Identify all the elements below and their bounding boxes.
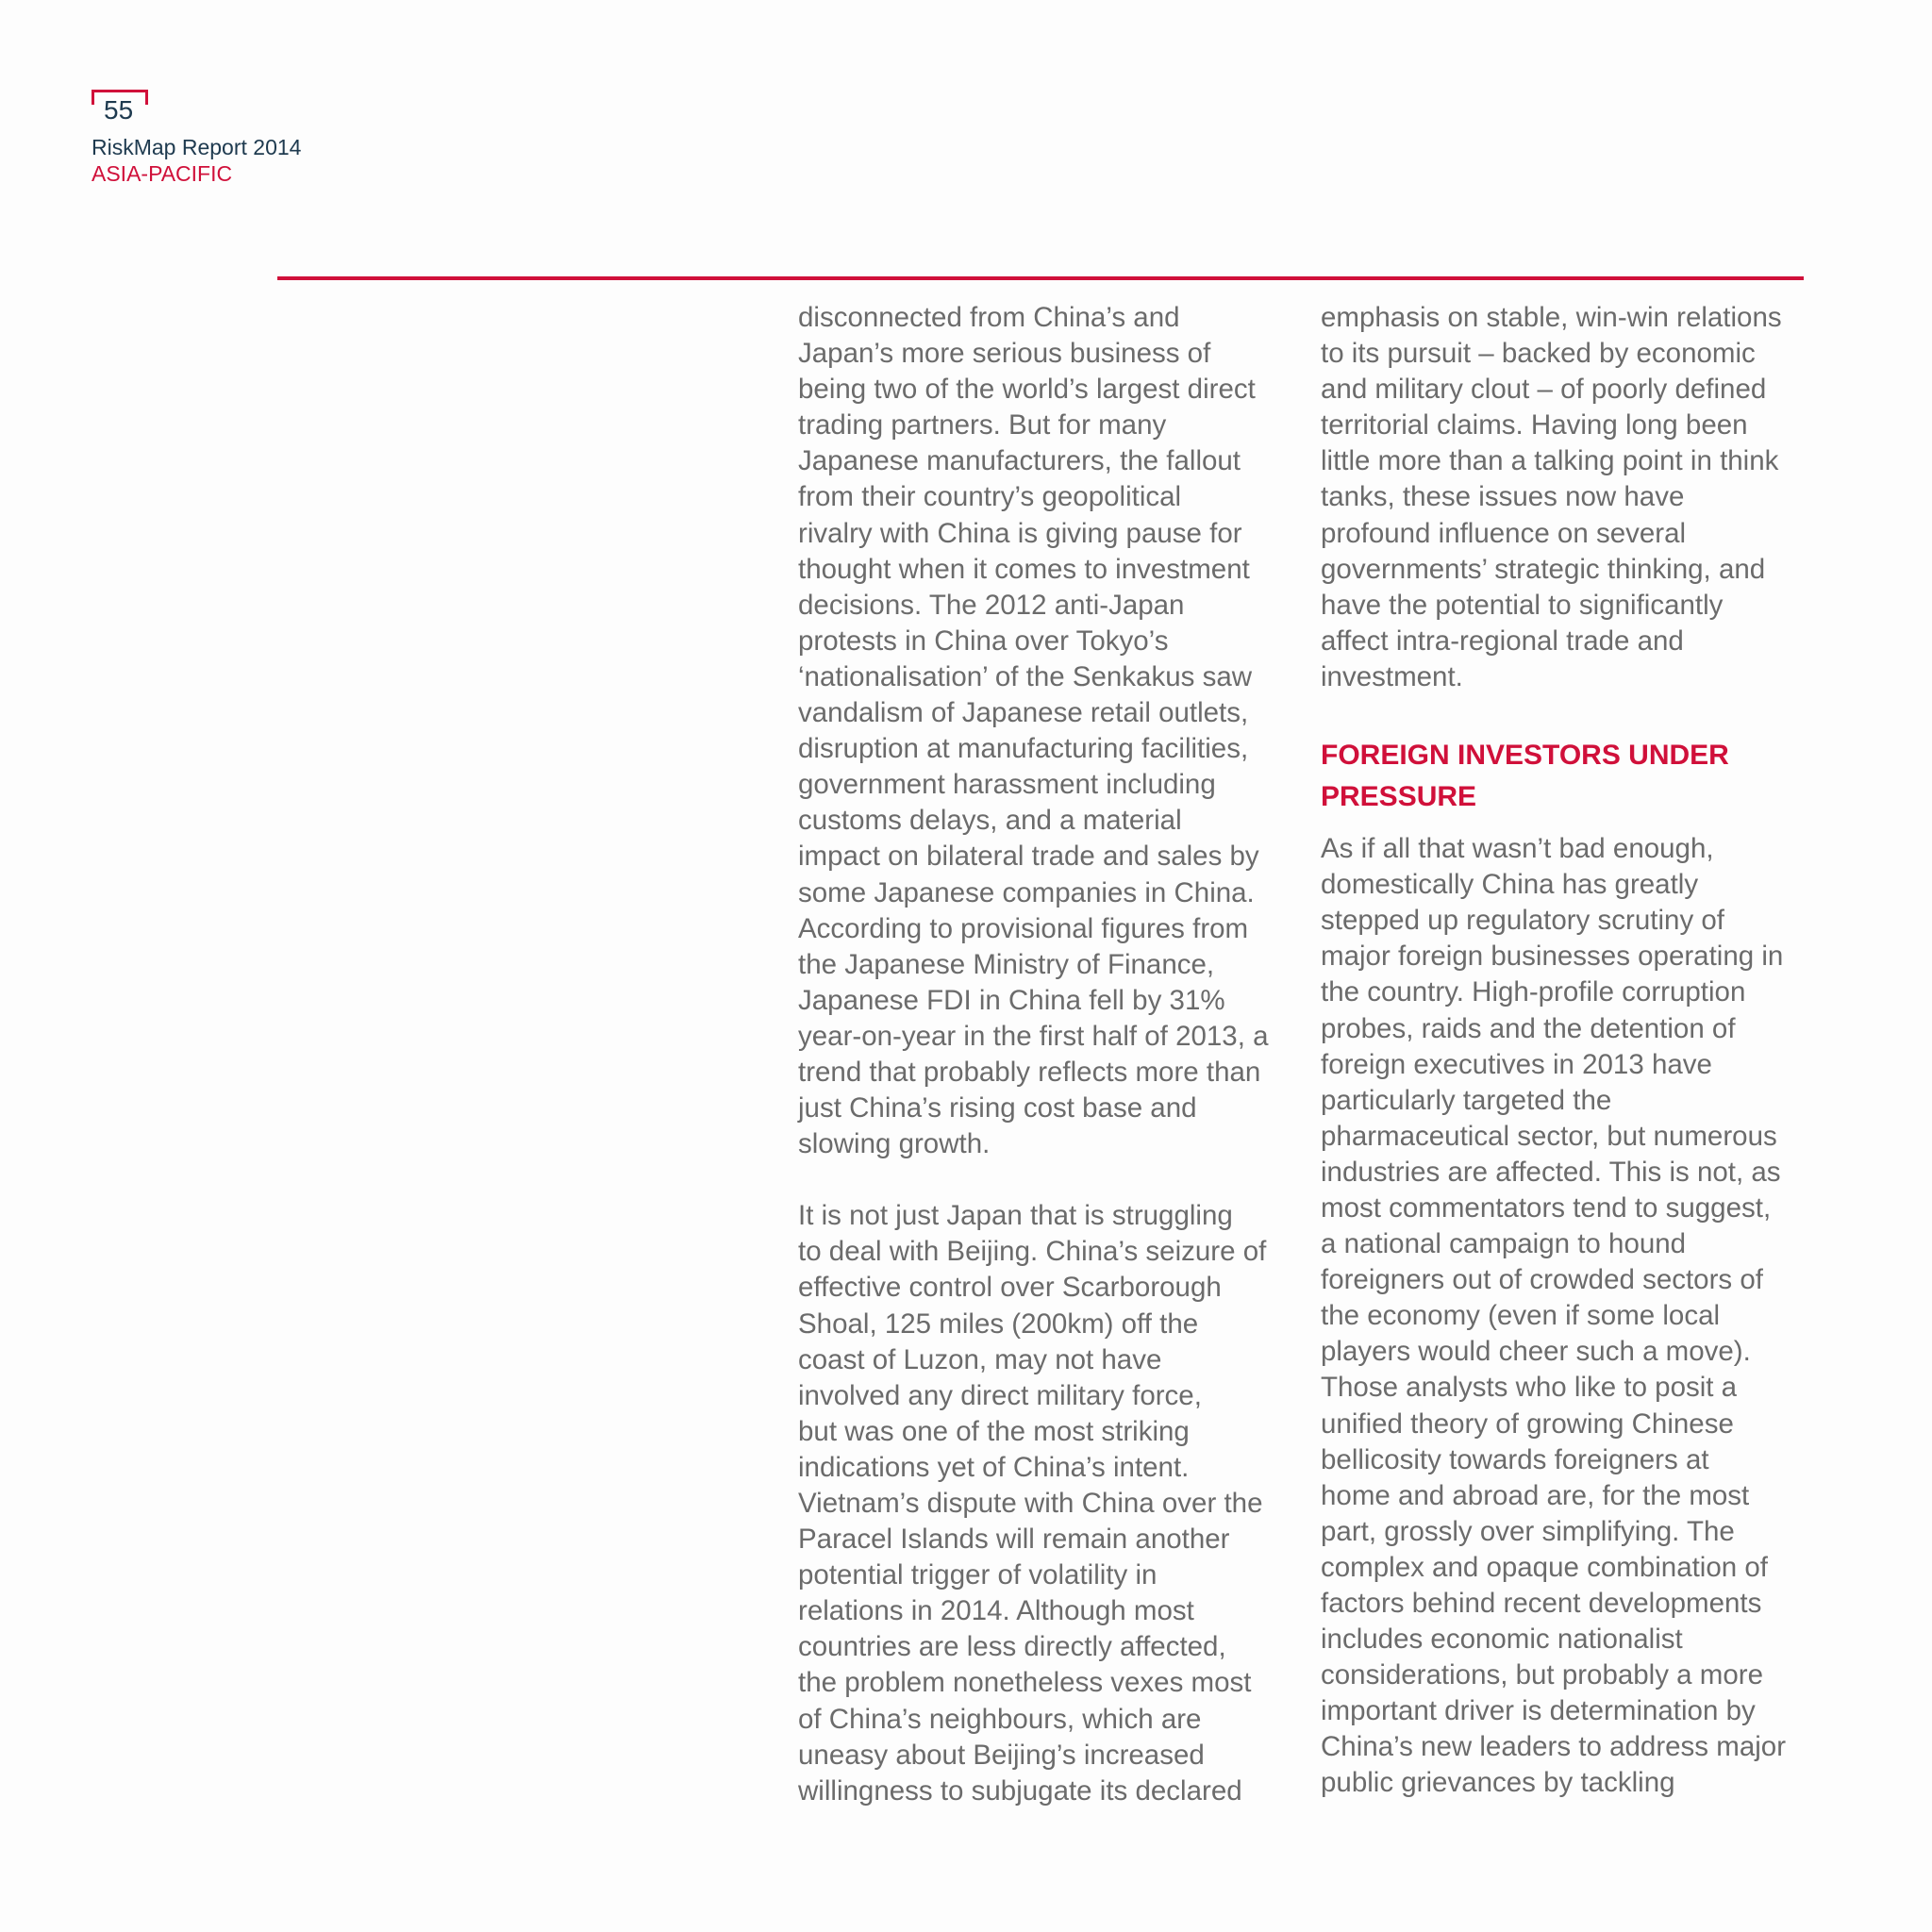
left-text-column xyxy=(798,300,1289,1809)
left-paragraph-1: disconnected from China’s and Japan’s more serious business of being two of the world’s largest direct trading partners. But for many Japanese manufacturers, the fallout from their country’s geopolitical rivalry with China is giving pause for thought when it comes to investment decisions. The 2012 anti-Japan protests in China over Tokyo’s ‘nationalisation’ of the Senkakus saw vandalism of Japanese retail outlets, disruption at manufacturing facilities, government harassment including customs delays, and a material impact on bilateral trade and sales by some Japanese companies in China. According to provisional figures from the Japanese Ministry of Finance, Japanese FDI in China fell by 31% year-on-year in the first half of 2013, a trend that probably reflects more than just China’s rising cost base and slowing growth. xyxy=(798,302,1269,1160)
right-paragraph-1: emphasis on stable, win-win relations to its pursuit – backed by economic and military clout – of poorly defined territorial claims. Having long been little more than a talking point in think tanks, these issues now have profound influence on several governments’ strategic thinking, and have the potential to significantly affect intra-regional trade and investment. xyxy=(1321,302,1782,692)
left-paragraph-2: It is not just Japan that is struggling to deal with Beijing. China’s seizure of effective control over Scarborough Shoal, 125 miles (200km) off the coast of Luzon, may not have involved any direct military force, but was one of the most striking indications yet of China’s intent. Vietnam’s dispute with China over the Paracel Islands will remain another potential trigger of volatility in relations in 2014. Although most countries are less directly affected, the problem nonetheless vexes most of China’s neighbours, which are uneasy about Beijing’s increased willingness to subjugate its declared xyxy=(798,1200,1267,1807)
section-heading: FOREIGN INVESTORS UNDER PRESSURE xyxy=(1321,740,1729,813)
right-text-column xyxy=(1321,300,1811,1802)
page-number-marker xyxy=(92,90,148,125)
report-title: RiskMap Report 2014 xyxy=(92,135,302,159)
page-number: 55 xyxy=(104,95,134,125)
section-label: ASIA-PACIFIC xyxy=(92,161,233,186)
header-divider xyxy=(277,276,1804,280)
right-paragraph-2: As if all that wasn’t bad enough, domestically China has greatly stepped up regulatory scrutiny of major foreign businesses operating in the country. High-profile corruption probes, raids and the detention of foreign executives in 2013 have particularly targeted the pharmaceutical sector, but numerous industries are affected. This is not, as most commentators tend to suggest, a national campaign to hound foreigners out of crowded sectors of the economy (even if some local players would cheer such a move). Those analysts who like to posit a unified theory of growing Chinese bellicosity towards foreigners at home and abroad are, for the most part, grossly over simplifying. The complex and opaque combination of factors behind recent developments includes economic nationalist considerations, but probably a more important driver is determination by China’s new leaders to address major public grievances by tackling xyxy=(1321,833,1787,1799)
